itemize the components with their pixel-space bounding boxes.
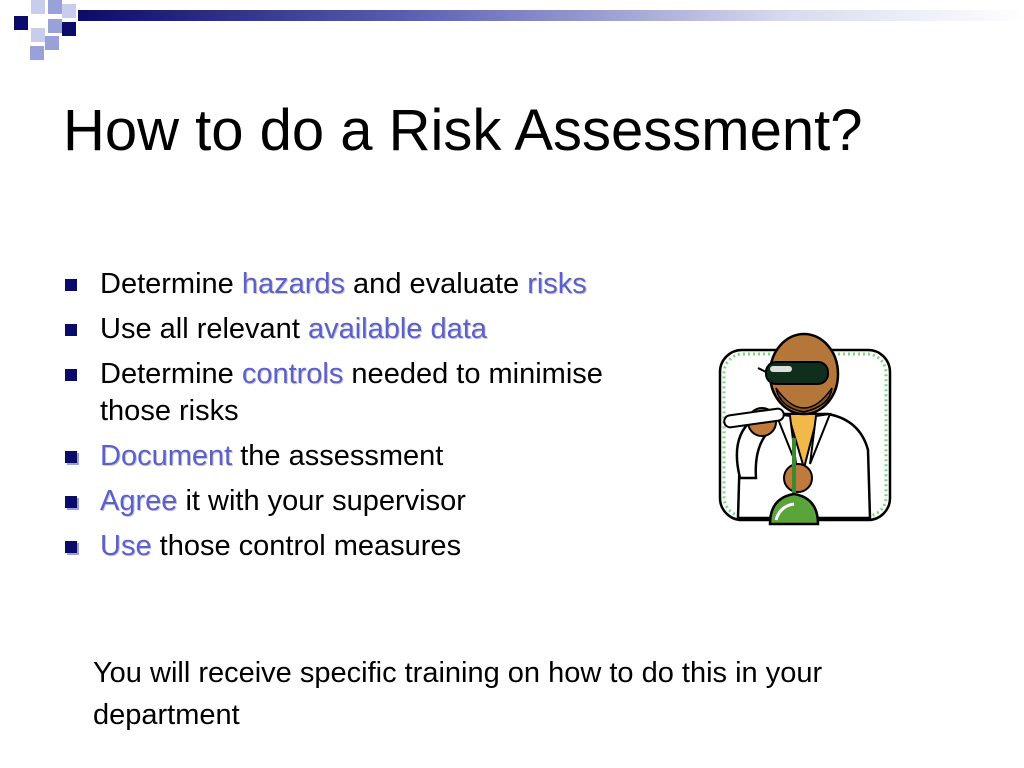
bullet-item	[62, 311, 622, 348]
bullet-item	[62, 266, 622, 303]
decor-square	[62, 4, 76, 18]
bullet-keyword: hazards	[241, 268, 345, 300]
bullet-text: Determine	[100, 358, 242, 390]
decor-square	[48, 19, 62, 33]
bullet-keyword: risks	[527, 268, 587, 300]
decor-square	[14, 16, 28, 30]
scientist-clipart	[710, 328, 895, 550]
square-bullet-icon	[65, 324, 77, 336]
bullet-text: Use all relevant	[100, 313, 308, 345]
square-bullet-icon	[65, 451, 77, 463]
bullet-list	[62, 266, 622, 573]
bullet-keyword: Agree	[100, 485, 178, 517]
bullet-text: and evaluate	[345, 268, 528, 300]
bullet-text: needed to minimise those risks	[100, 358, 603, 427]
header-decoration	[0, 0, 1024, 60]
square-bullet-icon	[65, 541, 77, 553]
square-bullet-icon	[65, 496, 77, 508]
training-note: You will receive specific training on how to do this in your department	[93, 657, 823, 731]
bullet-keyword: available data	[307, 313, 487, 345]
bullet-keyword: controls	[241, 358, 344, 390]
bullet-item	[62, 483, 622, 520]
bullet-text: it with your supervisor	[177, 485, 466, 517]
square-bullet-icon	[65, 279, 77, 291]
bullet-keyword: Use	[100, 530, 152, 562]
decor-square	[48, 0, 62, 14]
decor-square	[31, 0, 45, 14]
bullet-text: Determine	[100, 268, 242, 300]
slide-title: How to do a Risk Assessment?	[63, 98, 863, 163]
decor-square	[62, 22, 76, 36]
bullet-item	[62, 356, 622, 430]
decor-square	[45, 36, 59, 50]
decor-square	[31, 28, 45, 42]
decor-square	[30, 46, 44, 60]
bullet-item	[62, 528, 622, 565]
bullet-text: those control measures	[151, 530, 462, 562]
bullet-text: the assessment	[232, 440, 444, 472]
square-bullet-icon	[65, 369, 77, 381]
bullet-keyword: Document	[100, 440, 233, 472]
right-hand	[784, 464, 812, 492]
bullet-item	[62, 438, 622, 475]
header-gradient-bar	[78, 10, 1024, 21]
goggles-shine	[770, 366, 792, 372]
safety-goggles	[766, 362, 828, 384]
